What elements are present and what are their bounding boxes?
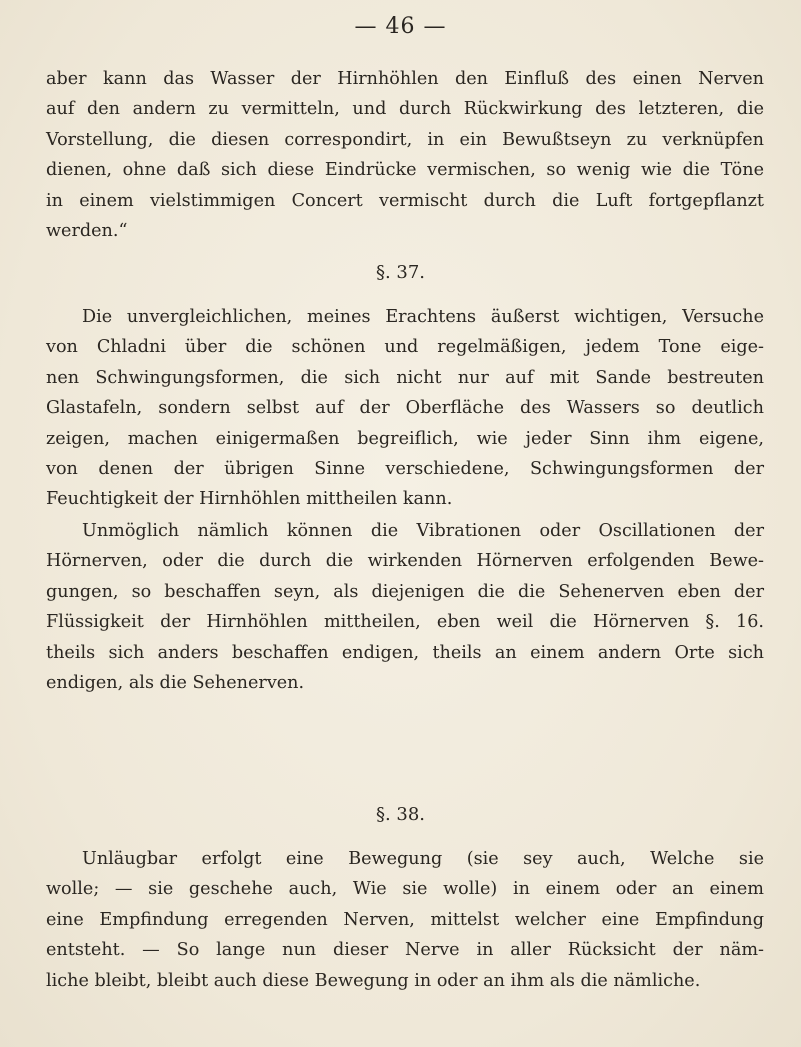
text-line: von Chladni über die schönen und regelmäßigen, jedem Tone eige- xyxy=(46,337,764,358)
text-line: Flüssigkeit der Hirnhöhlen mittheilen, eben weil die Hörnerven §. 16. xyxy=(46,612,764,633)
section-heading-37: §. 37. xyxy=(375,262,426,283)
text-line: Glastafeln, sondern selbst auf der Oberfläche des Wassers so deutlich xyxy=(46,398,764,419)
paragraph-section-37-b xyxy=(46,516,764,698)
text-line: eine Empfindung erregenden Nerven, mittelst welcher eine Empfindung xyxy=(46,909,764,930)
text-line: gungen, so beschaffen seyn, als diejenigen die die Sehenerven eben der xyxy=(46,581,764,602)
text-line: Feuchtigkeit der Hirnhöhlen mittheilen kann. xyxy=(46,489,453,510)
text-line: aber kann das Wasser der Hirnhöhlen den Einfluß des einen Nerven xyxy=(46,69,764,89)
text-line: wolle; — sie geschehe auch, Wie sie wolle) in einem oder an einem xyxy=(46,879,764,900)
text-line: nen Schwingungsformen, die sich nicht nur auf mit Sande bestreuten xyxy=(46,367,764,388)
text-line: Hörnerven, oder die durch die wirkenden Hörnerven erfolgenden Bewe- xyxy=(46,551,764,572)
text-line: Unmöglich nämlich können die Vibrationen oder Oscillationen der xyxy=(82,521,764,541)
paragraph-continuation xyxy=(46,64,764,246)
text-line: Unläugbar erfolgt eine Bewegung (sie sey auch, Welche sie xyxy=(82,849,764,869)
text-line: werden.“ xyxy=(46,221,128,242)
text-line: Vorstellung, die diesen correspondirt, in ein Bewußtseyn zu verknüpfen xyxy=(46,129,764,150)
text-line: theils sich anders beschaffen endigen, theils an einem andern Orte sich xyxy=(46,642,764,663)
paragraph-section-38 xyxy=(46,844,764,996)
text-line: entsteht. — So lange nun dieser Nerve in aller Rücksicht der näm- xyxy=(46,940,764,961)
text-line: zeigen, machen einigermaßen begreiflich, wie jeder Sinn ihm eigene, xyxy=(46,428,764,449)
text-line: dienen, ohne daß sich diese Eindrücke vermischen, so wenig wie die Töne xyxy=(46,160,764,181)
text-line: in einem vielstimmigen Concert vermischt durch die Luft fortgepflanzt xyxy=(46,190,764,211)
text-line: auf den andern zu vermitteln, und durch Rückwirkung des letzteren, die xyxy=(46,99,764,120)
text-line: endigen, als die Sehenerven. xyxy=(46,673,305,694)
text-line: liche bleibt, bleibt auch diese Bewegung in oder an ihm als die nämliche. xyxy=(46,970,701,991)
text-line: von denen der übrigen Sinne verschiedene, Schwingungsformen der xyxy=(46,459,764,480)
text-line: Die unvergleichlichen, meines Erachtens äußerst wichtigen, Versuche xyxy=(82,307,764,327)
section-heading-38: §. 38. xyxy=(375,804,426,825)
page-number: — 46 — xyxy=(354,14,447,39)
paragraph-section-37 xyxy=(46,302,764,515)
